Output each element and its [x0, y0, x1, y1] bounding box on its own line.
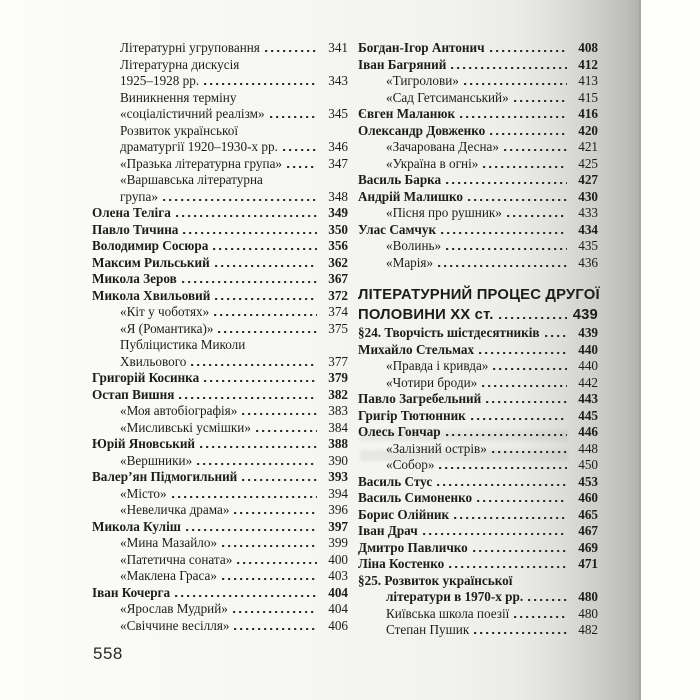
- dot-leader: [163, 199, 317, 201]
- entry-page-number: 399: [328, 535, 348, 550]
- entry-page-number: 341: [328, 40, 348, 55]
- entry-title: Розвиток української: [120, 122, 239, 138]
- dot-leader: [204, 83, 317, 85]
- toc-entry: [92, 585, 348, 602]
- dot-leader: [242, 413, 317, 415]
- dot-leader: [423, 533, 567, 535]
- toc-entry: [92, 205, 348, 222]
- toc-entry: [358, 156, 598, 173]
- entry-page-number: 403: [328, 568, 348, 583]
- scanner-background: [641, 0, 700, 700]
- dot-leader: [175, 595, 317, 597]
- entry-title: Валер’ян Підмогильний: [92, 469, 238, 484]
- entry-title: «Я (Романтика)»: [120, 320, 214, 336]
- entry-page-number: 440: [578, 341, 598, 357]
- dot-leader: [197, 463, 317, 465]
- entry-page-number: 406: [328, 617, 348, 633]
- entry-page-number: 453: [578, 473, 598, 489]
- entry-page-number: 471: [578, 556, 598, 571]
- entry-page-number: 348: [328, 188, 348, 204]
- toc-entry: [358, 408, 598, 425]
- toc-entry: [358, 73, 598, 90]
- dot-leader: [270, 116, 317, 118]
- dot-leader: [490, 50, 567, 52]
- dot-leader: [514, 616, 567, 618]
- dot-leader: [265, 50, 317, 52]
- entry-page-number: 440: [578, 358, 598, 373]
- entry-page-number: 446: [578, 424, 598, 439]
- entry-page-number: 343: [328, 73, 348, 88]
- toc-entry: [358, 205, 598, 222]
- entry-title: Олесь Гончар: [358, 424, 441, 439]
- dot-leader: [200, 446, 317, 448]
- dot-leader: [477, 500, 567, 502]
- entry-title: Максим Рильський: [92, 254, 210, 270]
- entry-page-number: 372: [328, 287, 348, 303]
- toc-entry: [92, 469, 348, 486]
- dot-leader: [545, 335, 567, 337]
- toc-entry: [92, 321, 348, 338]
- entry-page-number: 460: [578, 490, 598, 505]
- toc-entry: [358, 123, 598, 140]
- entry-page-number: 445: [578, 407, 598, 423]
- entry-page-number: 362: [328, 254, 348, 270]
- entry-page-number: 408: [578, 40, 598, 55]
- toc-entry: [92, 552, 348, 569]
- entry-title: Літературні угруповання: [120, 40, 260, 55]
- dot-leader: [460, 116, 567, 118]
- toc-entry: [92, 370, 348, 387]
- entry-page-number: 448: [578, 440, 598, 456]
- dot-leader: [215, 298, 317, 300]
- entry-page-number: 383: [328, 403, 348, 418]
- toc-entry: [358, 222, 598, 239]
- entry-page-number: 396: [328, 502, 348, 517]
- entry-title: Василь Симоненко: [358, 490, 473, 505]
- toc-entry: [358, 255, 598, 272]
- entry-title: Дмитро Павличко: [358, 539, 468, 555]
- toc-entry: [92, 156, 348, 173]
- entry-page-number: 439: [578, 325, 598, 340]
- entry-page-number: 469: [578, 539, 598, 555]
- entry-page-number: 400: [328, 551, 348, 567]
- entry-title: Павло Тичина: [92, 221, 179, 237]
- entry-title: Володимир Сосюра: [92, 238, 209, 253]
- entry-title: «Собор»: [386, 457, 435, 472]
- toc-entry: [358, 139, 598, 156]
- dot-leader: [439, 467, 567, 469]
- toc-entry: [92, 123, 348, 140]
- toc-entry: [358, 325, 598, 342]
- dot-leader: [486, 401, 567, 403]
- toc-entry: [92, 288, 348, 305]
- entry-title: «Місто»: [120, 485, 167, 501]
- entry-page-number: 435: [578, 238, 598, 253]
- dot-leader: [204, 380, 317, 382]
- entry-title: «Невеличка драма»: [120, 502, 230, 517]
- toc-entry: [358, 238, 598, 255]
- toc-entry: [358, 375, 598, 392]
- toc-entry: [358, 57, 598, 74]
- dot-leader: [186, 529, 317, 531]
- toc-entry: [92, 222, 348, 239]
- dot-leader: [441, 232, 567, 234]
- entry-title: Микола Куліш: [92, 518, 181, 534]
- entry-page-number: 375: [328, 320, 348, 336]
- dot-leader: [474, 632, 567, 634]
- dot-leader: [479, 352, 567, 354]
- entry-page-number: 394: [328, 485, 348, 501]
- entry-page-number: 377: [328, 353, 348, 369]
- entry-title: «Залізний острів»: [386, 440, 487, 456]
- toc-entry: [358, 540, 598, 557]
- dot-leader: [176, 215, 317, 217]
- toc-entry: [92, 106, 348, 123]
- dot-leader: [499, 317, 567, 319]
- toc-entry: [358, 457, 598, 474]
- toc-column-right: [358, 40, 598, 639]
- dot-leader: [507, 215, 567, 217]
- entry-title: Богдан-Ігор Антонич: [358, 40, 485, 55]
- entry-page-number: 350: [328, 221, 348, 237]
- toc-entry: [92, 601, 348, 618]
- entry-title: Літературна дискусія: [120, 56, 240, 72]
- toc-entry: [358, 523, 598, 540]
- entry-page-number: 480: [578, 605, 598, 621]
- entry-title: «Пісня про рушник»: [386, 205, 502, 220]
- entry-page-number: 439: [572, 307, 598, 323]
- entry-title: §24. Творчість шістдесятників: [358, 325, 540, 340]
- toc-entry: [92, 271, 348, 288]
- toc-entry: [358, 106, 598, 123]
- toc-entry: [92, 420, 348, 437]
- toc-entry: [92, 90, 348, 107]
- entry-title: Михайло Стельмах: [358, 341, 475, 357]
- entry-page-number: 384: [328, 419, 348, 435]
- toc-entry: [358, 305, 598, 325]
- entry-page-number: 397: [328, 518, 348, 534]
- dot-leader: [492, 451, 567, 453]
- entry-title: Андрій Малишко: [358, 188, 463, 204]
- toc-entry: [92, 40, 348, 57]
- entry-title: ЛІТЕРАТУРНИЙ ПРОЦЕС ДРУГОЇ: [358, 287, 600, 303]
- toc-entry: [358, 556, 598, 573]
- toc-entry: [358, 507, 598, 524]
- entry-title: «Свіччине весілля»: [120, 617, 230, 633]
- toc-entry: [92, 519, 348, 536]
- entry-title: ПОЛОВИНИ ХХ ст.: [358, 307, 494, 323]
- entry-page-number: 345: [328, 106, 348, 121]
- page-number: 558: [93, 644, 123, 663]
- toc-entry: [92, 535, 348, 552]
- entry-title: «Празька літературна група»: [120, 155, 283, 171]
- dot-leader: [449, 566, 567, 568]
- dot-leader: [493, 368, 567, 370]
- dot-leader: [490, 133, 567, 135]
- entry-title: «Сад Гетсиманський»: [386, 89, 509, 105]
- toc-entry: [92, 502, 348, 519]
- entry-title: «Тигролови»: [386, 73, 459, 88]
- entry-title: «Кіт у чоботях»: [120, 304, 210, 319]
- entry-title: «Волинь»: [386, 238, 442, 253]
- dot-leader: [222, 578, 317, 580]
- entry-page-number: 427: [578, 172, 598, 187]
- toc-entry: [358, 474, 598, 491]
- entry-page-number: 420: [578, 122, 598, 138]
- toc-column-left: [92, 40, 348, 634]
- entry-page-number: 404: [328, 601, 348, 616]
- dot-leader: [514, 100, 567, 102]
- dot-leader: [222, 545, 317, 547]
- entry-title: «Маклена Граса»: [120, 568, 217, 583]
- entry-page-number: 412: [578, 56, 598, 72]
- entry-page-number: 382: [328, 386, 348, 402]
- dot-leader: [483, 166, 567, 168]
- toc-entry: [358, 606, 598, 623]
- dot-leader: [468, 199, 567, 201]
- entry-title: §25. Розвиток української: [358, 572, 513, 588]
- entry-title: Борис Олійник: [358, 506, 450, 522]
- dot-leader: [438, 265, 567, 267]
- toc-entry: [358, 589, 598, 606]
- entry-title: Київська школа поезії: [386, 605, 510, 621]
- toc-entry: [358, 573, 598, 590]
- toc-entry: [92, 486, 348, 503]
- toc-entry: [358, 172, 598, 189]
- entry-title: «Мина Мазайло»: [120, 535, 218, 550]
- entry-page-number: 480: [578, 589, 598, 604]
- toc-entry: [358, 90, 598, 107]
- toc-entry: [92, 354, 348, 371]
- entry-title: драматургії 1920–1930-х рр.: [120, 139, 278, 154]
- dot-leader: [283, 149, 317, 151]
- entry-title: Виникнення терміну: [120, 89, 237, 105]
- entry-page-number: 433: [578, 205, 598, 220]
- dot-leader: [451, 67, 567, 69]
- toc-entry: [358, 441, 598, 458]
- entry-title: Ліна Костенко: [358, 556, 445, 571]
- toc-entry: [92, 568, 348, 585]
- entry-title: «Україна в огні»: [386, 155, 479, 171]
- entry-title: Іван Багряний: [358, 56, 447, 72]
- dot-leader: [473, 550, 567, 552]
- entry-page-number: 482: [578, 622, 598, 637]
- toc-entry: [358, 285, 598, 305]
- toc-entry: [358, 490, 598, 507]
- dot-leader: [528, 599, 567, 601]
- dot-leader: [504, 149, 567, 151]
- entry-title: «Марія»: [386, 254, 434, 270]
- entry-title: «Правда і кривда»: [386, 358, 489, 373]
- toc-entry: [92, 255, 348, 272]
- toc-entry: [92, 387, 348, 404]
- dot-leader: [183, 232, 317, 234]
- entry-page-number: 465: [578, 506, 598, 522]
- entry-title: Микола Зеров: [92, 271, 177, 286]
- dot-leader: [234, 628, 317, 630]
- toc-entry: [92, 453, 348, 470]
- entry-page-number: 442: [578, 374, 598, 390]
- entry-page-number: 413: [578, 73, 598, 88]
- toc-entry: [358, 40, 598, 57]
- toc-entry: [92, 304, 348, 321]
- toc-entry: [92, 73, 348, 90]
- dot-leader: [215, 265, 317, 267]
- toc-entry: [92, 189, 348, 206]
- toc-entry: [358, 391, 598, 408]
- entry-title: «Патетична соната»: [120, 551, 233, 567]
- dot-leader: [446, 248, 567, 250]
- entry-page-number: 425: [578, 155, 598, 171]
- dot-leader: [237, 562, 317, 564]
- entry-title: група»: [120, 188, 158, 204]
- entry-title: Олена Теліга: [92, 205, 171, 220]
- entry-title: «Зачарована Десна»: [386, 139, 500, 154]
- entry-title: Іван Кочерга: [92, 584, 171, 600]
- toc-entry: [358, 424, 598, 441]
- dot-leader: [471, 418, 567, 420]
- entry-title: Улас Самчук: [358, 221, 437, 237]
- entry-title: Євген Маланюк: [358, 106, 456, 121]
- entry-title: Григір Тютюнник: [358, 407, 466, 423]
- dot-leader: [179, 397, 317, 399]
- dot-leader: [454, 517, 567, 519]
- entry-page-number: 416: [578, 106, 598, 121]
- entry-title: Хвильового: [120, 353, 187, 369]
- toc-entry: [92, 57, 348, 74]
- toc-entry: [92, 172, 348, 189]
- entry-page-number: 443: [578, 391, 598, 406]
- entry-title: Публіцистика Миколи: [120, 337, 246, 352]
- dot-leader: [287, 166, 317, 168]
- toc-entry: [358, 342, 598, 359]
- dot-leader: [233, 611, 317, 613]
- dot-leader: [218, 331, 317, 333]
- toc-entry: [92, 238, 348, 255]
- toc-entry: [358, 358, 598, 375]
- toc-entry: [92, 337, 348, 354]
- entry-page-number: 379: [328, 370, 348, 385]
- entry-page-number: 467: [578, 523, 598, 538]
- dot-leader: [482, 385, 567, 387]
- entry-title: Павло Загребельний: [358, 391, 482, 406]
- entry-page-number: 346: [328, 139, 348, 154]
- entry-title: Василь Барка: [358, 172, 442, 187]
- dot-leader: [446, 182, 567, 184]
- dot-leader: [256, 430, 317, 432]
- dot-leader: [182, 281, 317, 283]
- toc-entry: [92, 618, 348, 635]
- entry-page-number: 347: [328, 155, 348, 171]
- toc-entry: [358, 189, 598, 206]
- entry-title: «Чотири броди»: [386, 374, 478, 390]
- toc-entry: [358, 622, 598, 639]
- entry-page-number: 415: [578, 89, 598, 105]
- entry-title: літератури в 1970-х рр.: [386, 589, 524, 604]
- entry-page-number: 430: [578, 188, 598, 204]
- entry-title: Григорій Косинка: [92, 370, 200, 385]
- dot-leader: [213, 248, 317, 250]
- toc-entry: [92, 436, 348, 453]
- entry-page-number: 404: [328, 584, 348, 600]
- entry-title: Остап Вишня: [92, 386, 175, 402]
- entry-title: «Ярослав Мудрий»: [120, 601, 228, 616]
- toc-entry: [92, 403, 348, 420]
- dot-leader: [172, 496, 317, 498]
- dot-leader: [191, 364, 317, 366]
- dot-leader: [464, 83, 567, 85]
- entry-title: Іван Драч: [358, 523, 418, 538]
- entry-page-number: 436: [578, 254, 598, 270]
- entry-page-number: 367: [328, 271, 348, 286]
- entry-page-number: 393: [328, 469, 348, 484]
- entry-page-number: 421: [578, 139, 598, 154]
- entry-title: «соціалістичний реалізм»: [120, 106, 265, 121]
- entry-title: «Вершники»: [120, 452, 193, 468]
- entry-title: «Мисливські усмішки»: [120, 419, 251, 435]
- dot-leader: [446, 434, 567, 436]
- entry-title: «Моя автобіографія»: [120, 403, 238, 418]
- entry-page-number: 434: [578, 221, 598, 237]
- entry-title: Юрій Яновський: [92, 436, 196, 451]
- entry-page-number: 374: [328, 304, 348, 319]
- dot-leader: [437, 484, 567, 486]
- entry-title: Микола Хвильовий: [92, 287, 211, 303]
- dot-leader: [234, 512, 317, 514]
- dot-leader: [242, 479, 317, 481]
- entry-title: Олександр Довженко: [358, 122, 486, 138]
- entry-page-number: 388: [328, 436, 348, 451]
- entry-page-number: 356: [328, 238, 348, 253]
- entry-page-number: 450: [578, 457, 598, 472]
- entry-page-number: 349: [328, 205, 348, 220]
- entry-title: Василь Стус: [358, 473, 433, 489]
- entry-title: 1925–1928 рр.: [120, 73, 200, 88]
- dot-leader: [214, 314, 317, 316]
- entry-title: Степан Пушик: [386, 622, 470, 637]
- entry-page-number: 390: [328, 452, 348, 468]
- entry-title: «Варшавська літературна: [120, 172, 263, 187]
- toc-entry: [92, 139, 348, 156]
